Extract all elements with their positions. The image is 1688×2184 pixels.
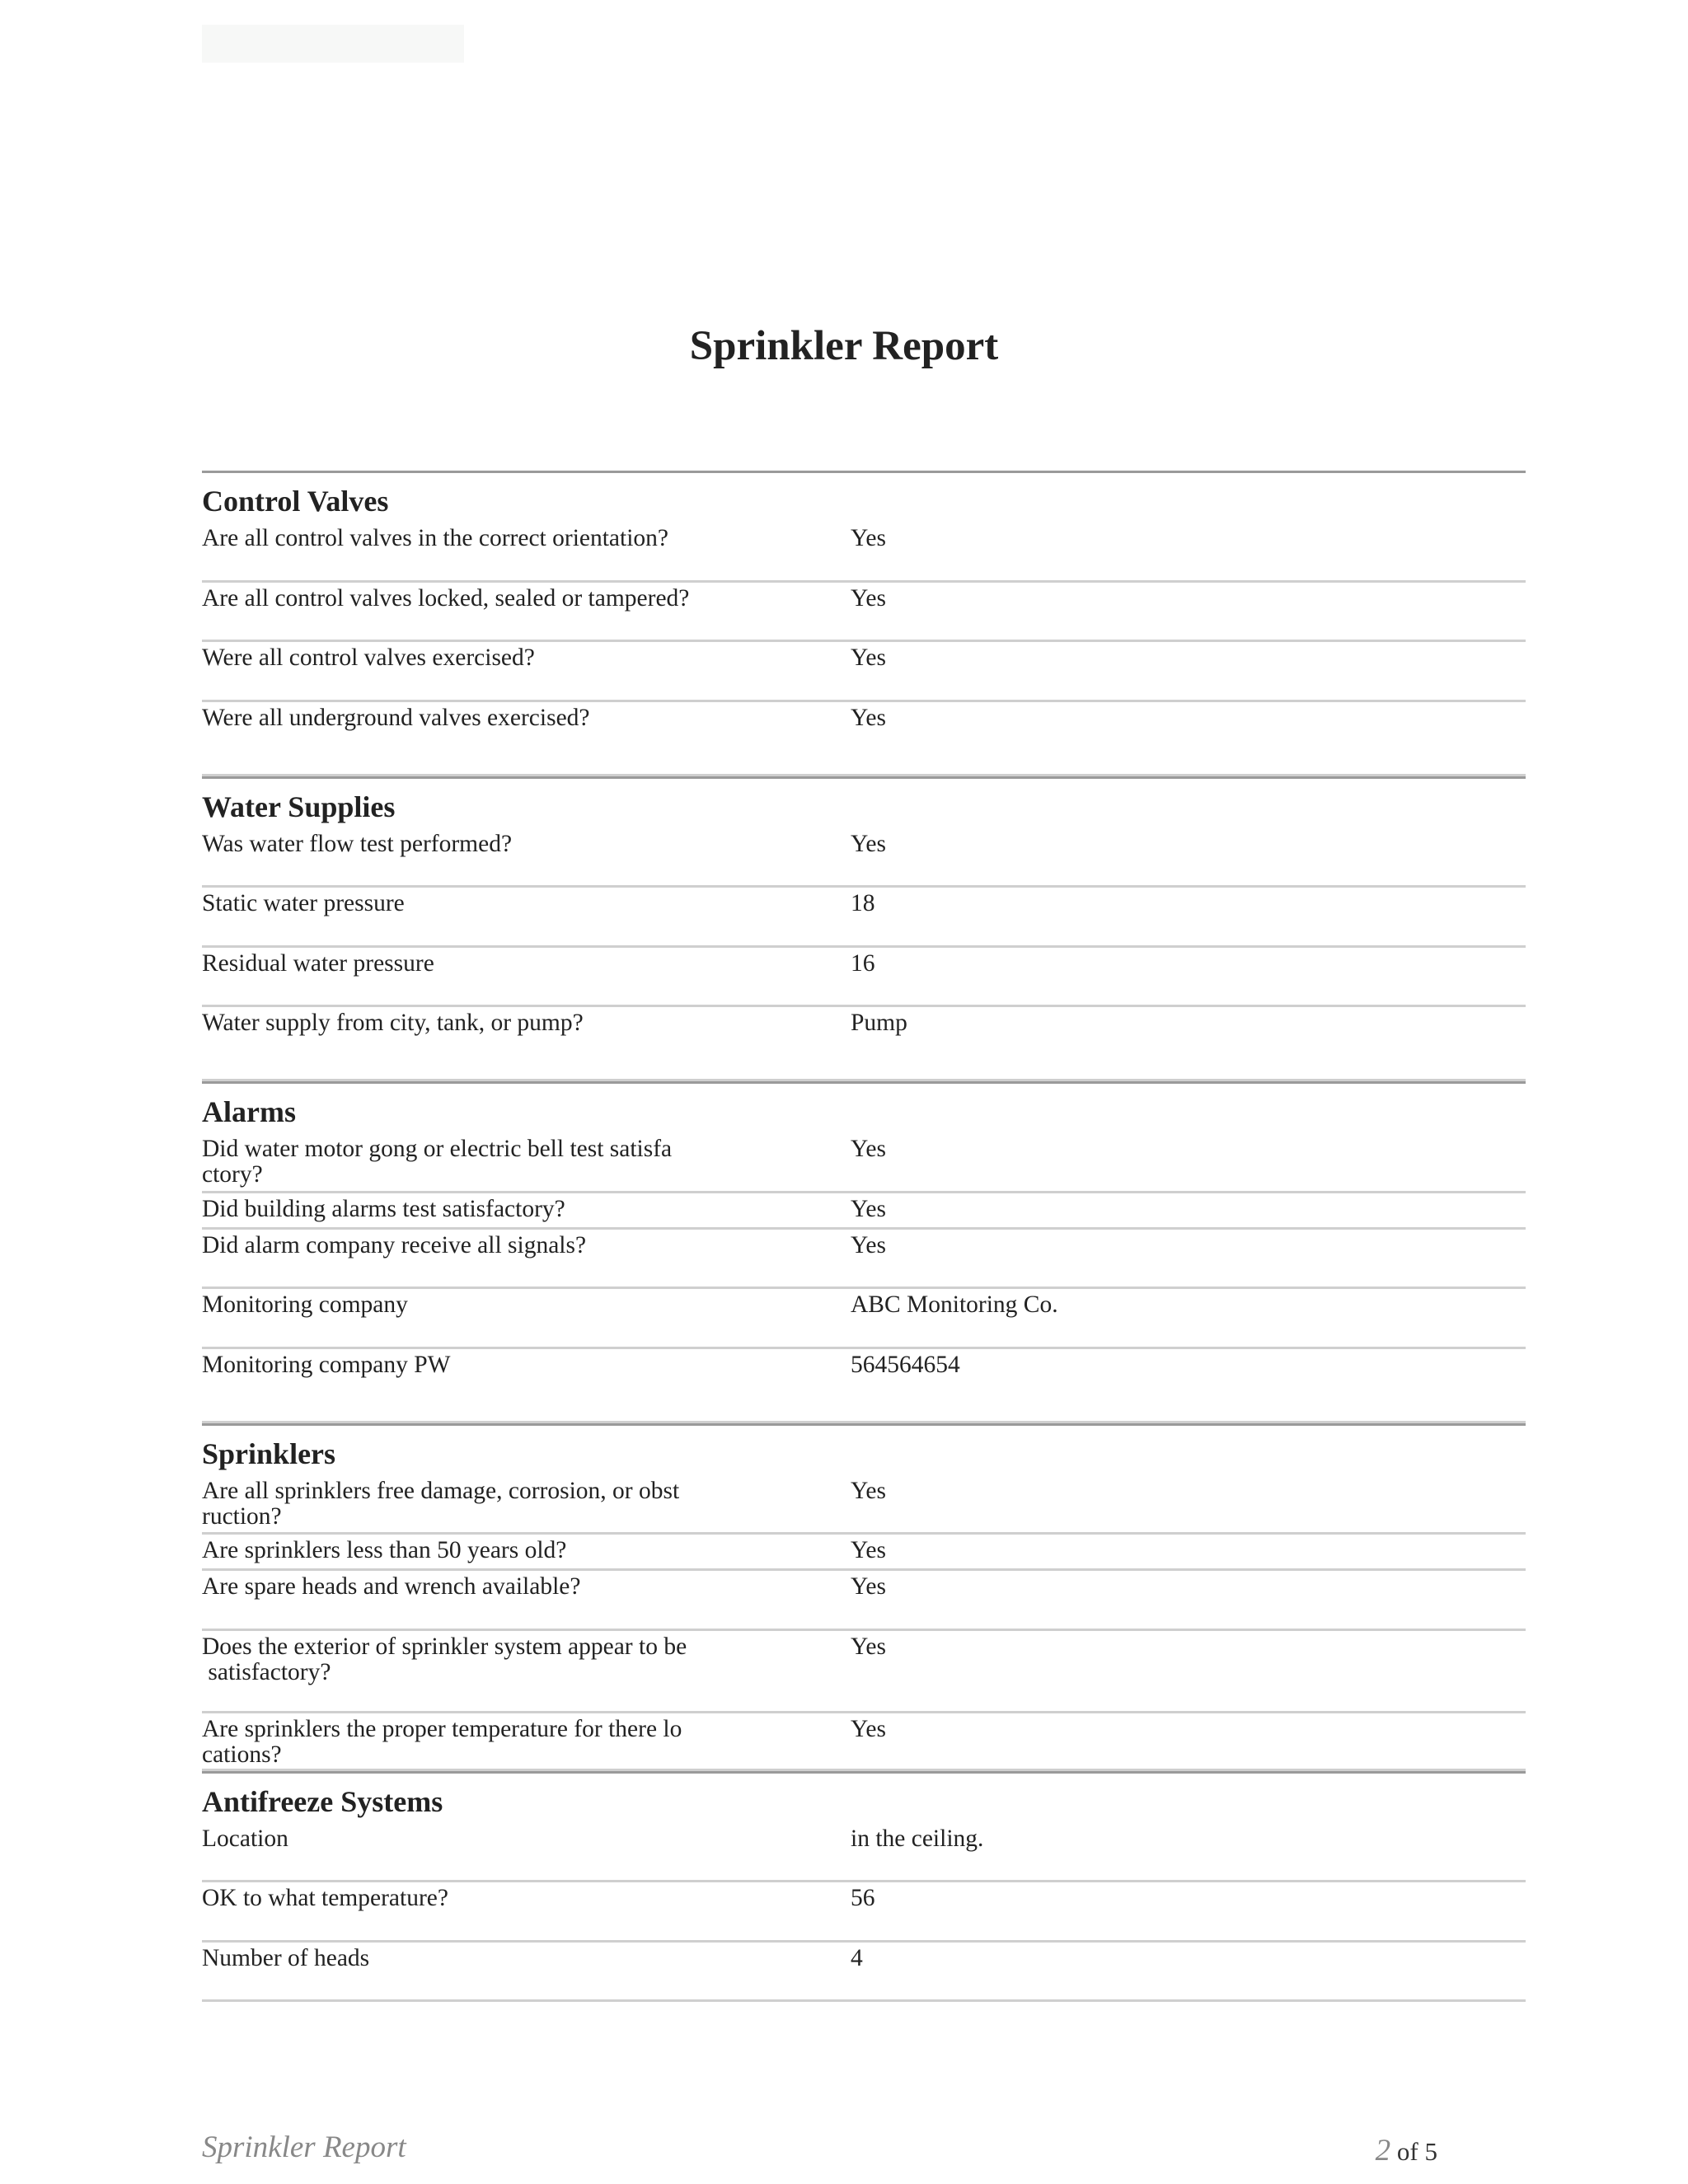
- section-title: Sprinklers: [202, 1436, 336, 1470]
- question-label: Are sprinklers less than 50 years old?: [202, 1537, 567, 1563]
- footer-title: Sprinkler Report: [202, 2130, 406, 2164]
- question-label: Does the exterior of sprinkler system appear to be satisfactory?: [202, 1633, 687, 1685]
- question-label: Did building alarms test satisfactory?: [202, 1195, 565, 1222]
- question-label: Did alarm company receive all signals?: [202, 1231, 587, 1258]
- question-label: Are all control valves locked, sealed or tampered?: [202, 584, 690, 612]
- question-label: OK to what temperature?: [202, 1885, 448, 1911]
- table-row: [202, 1535, 1526, 1571]
- table-row: [202, 1823, 1526, 1883]
- answer-value: Yes: [851, 1195, 886, 1222]
- question-label: Did water motor gong or electric bell test satisfa ctory?: [202, 1136, 673, 1188]
- table-row: [202, 1475, 1526, 1535]
- section-alarms: [202, 1081, 1526, 1423]
- question-label: Were all underground valves exercised?: [202, 704, 590, 731]
- table-row: [202, 1007, 1526, 1081]
- page-current: 2: [1375, 2134, 1391, 2168]
- section-title: Control Valves: [202, 485, 389, 518]
- answer-value: Yes: [851, 1136, 886, 1162]
- table-row: [202, 1571, 1526, 1631]
- table-row: [202, 1943, 1526, 2003]
- table-row: [202, 1133, 1526, 1193]
- page-total: of 5: [1396, 2137, 1437, 2166]
- answer-value: in the ceiling.: [851, 1825, 984, 1852]
- answer-value: 56: [851, 1885, 875, 1911]
- section-title: Antifreeze Systems: [202, 1784, 443, 1818]
- section-title: Water Supplies: [202, 790, 396, 823]
- answer-value: 4: [851, 1944, 863, 1971]
- table-row: [202, 702, 1526, 776]
- question-label: Number of heads: [202, 1944, 370, 1971]
- table-row: [202, 1631, 1526, 1713]
- section-sprinklers: [202, 1423, 1526, 1771]
- answer-value: 18: [851, 890, 875, 916]
- question-label: Are all sprinklers free damage, corrosion, or obst ruction?: [202, 1477, 680, 1530]
- question-label: Was water flow test performed?: [202, 830, 513, 857]
- answer-value: Yes: [851, 830, 886, 857]
- question-label: Are sprinklers the proper temperature for there lo cations?: [202, 1715, 682, 1768]
- answer-value: Yes: [851, 1715, 886, 1742]
- table-row: [202, 1193, 1526, 1230]
- question-label: Static water pressure: [202, 890, 405, 916]
- logo-placeholder: [202, 25, 464, 63]
- question-label: Monitoring company PW: [202, 1351, 451, 1378]
- report-content: [202, 471, 1526, 2002]
- table-row: [202, 1289, 1526, 1349]
- answer-value: ABC Monitoring Co.: [851, 1291, 1058, 1318]
- question-label: Residual water pressure: [202, 949, 434, 977]
- question-label: Are all control valves in the correct orientation?: [202, 525, 669, 551]
- answer-value: Yes: [851, 1573, 886, 1600]
- question-label: Location: [202, 1825, 288, 1852]
- answer-value: 16: [851, 949, 875, 977]
- answer-value: Yes: [851, 1633, 886, 1660]
- answer-value: Yes: [851, 525, 886, 551]
- question-label: Are spare heads and wrench available?: [202, 1573, 581, 1600]
- answer-value: Yes: [851, 704, 886, 731]
- table-row: [202, 642, 1526, 702]
- question-label: Monitoring company: [202, 1291, 408, 1318]
- table-row: [202, 523, 1526, 583]
- answer-value: Yes: [851, 1231, 886, 1258]
- document-title: Sprinkler Report: [689, 323, 999, 369]
- question-label: Were all control valves exercised?: [202, 644, 535, 671]
- section-title: Alarms: [202, 1095, 296, 1128]
- table-row: [202, 828, 1526, 888]
- answer-value: Pump: [851, 1010, 907, 1036]
- page-number: [1376, 2133, 1437, 2168]
- answer-value: Yes: [851, 1477, 886, 1504]
- table-row: [202, 1230, 1526, 1290]
- table-row: [202, 948, 1526, 1008]
- table-row: [202, 1882, 1526, 1943]
- answer-value: Yes: [851, 1537, 886, 1563]
- answer-value: 564564654: [851, 1351, 960, 1378]
- section-water-supplies: [202, 776, 1526, 1082]
- question-label: Water supply from city, tank, or pump?: [202, 1010, 584, 1036]
- answer-value: Yes: [851, 644, 886, 671]
- section-antifreeze-systems: [202, 1771, 1526, 2003]
- section-control-valves: [202, 471, 1526, 776]
- table-row: [202, 1349, 1526, 1423]
- table-row: [202, 583, 1526, 643]
- answer-value: Yes: [851, 584, 886, 612]
- table-row: [202, 888, 1526, 948]
- table-row: [202, 1713, 1526, 1771]
